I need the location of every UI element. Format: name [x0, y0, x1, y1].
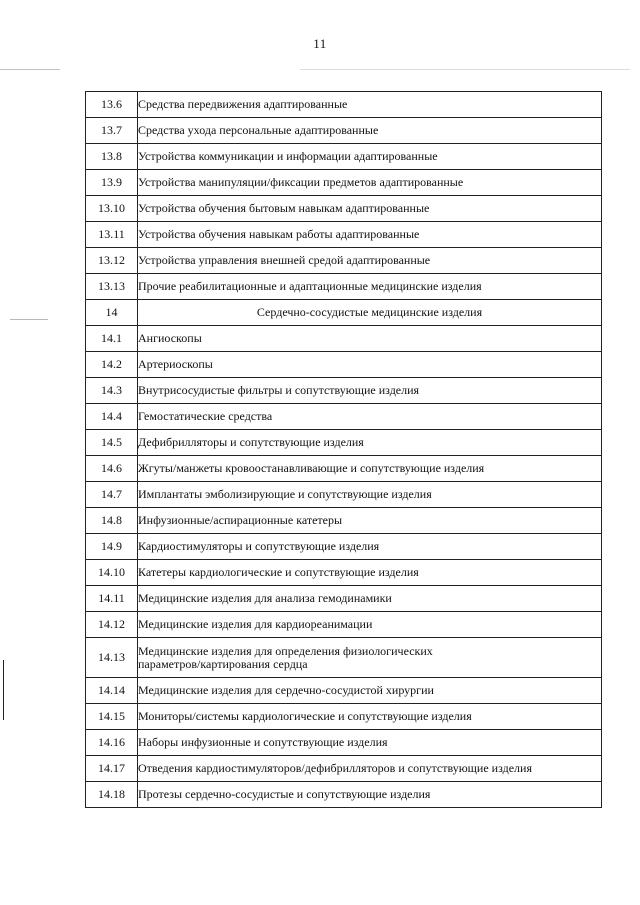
row-name: Жгуты/манжеты кровоостанавливающие и сопутствующие изделия	[138, 456, 602, 482]
row-name: Устройства манипуляции/фиксации предметов адаптированные	[138, 170, 602, 196]
row-name: Средства ухода персональные адаптированные	[138, 118, 602, 144]
row-name-line-2: параметров/картирования сердца	[138, 656, 308, 671]
row-name: Инфузионные/аспирационные катетеры	[138, 508, 602, 534]
row-code: 13.8	[86, 144, 138, 170]
row-code: 13.13	[86, 274, 138, 300]
table-row	[86, 92, 602, 118]
page-number: 11	[313, 36, 327, 51]
row-code: 14.13	[86, 638, 138, 678]
row-name-line-1: Медицинские изделия для определения физиологических	[138, 643, 433, 658]
row-name: Имплантаты эмболизирующие и сопутствующие изделия	[138, 482, 602, 508]
row-code: 14.4	[86, 404, 138, 430]
row-code: 14.3	[86, 378, 138, 404]
table-row	[86, 378, 602, 404]
row-name: Средства передвижения адаптированные	[138, 92, 602, 118]
table-row	[86, 534, 602, 560]
row-code: 13.9	[86, 170, 138, 196]
row-name: Медицинские изделия для кардиореанимации	[138, 612, 602, 638]
row-code: 14.17	[86, 756, 138, 782]
table-row	[86, 612, 602, 638]
row-name: Гемостатические средства	[138, 404, 602, 430]
row-name: Медицинские изделия для сердечно-сосудистой хирургии	[138, 678, 602, 704]
table-row	[86, 756, 602, 782]
table-row	[86, 704, 602, 730]
row-name: Устройства обучения бытовым навыкам адаптированные	[138, 196, 602, 222]
row-name: Отведения кардиостимуляторов/дефибрилляторов и сопутствующие изделия	[138, 756, 602, 782]
table-row	[86, 248, 602, 274]
row-name: Устройства коммуникации и информации адаптированные	[138, 144, 602, 170]
table-row	[86, 118, 602, 144]
row-name: Устройства обучения навыкам работы адаптированные	[138, 222, 602, 248]
table-row	[86, 560, 602, 586]
row-name: Наборы инфузионные и сопутствующие изделия	[138, 730, 602, 756]
row-name: Устройства управления внешней средой адаптированные	[138, 248, 602, 274]
row-code: 13.12	[86, 248, 138, 274]
section-heading: Сердечно-сосудистые медицинские изделия	[138, 300, 602, 326]
table-row	[86, 170, 602, 196]
row-name	[138, 638, 602, 678]
scan-line-top-left	[0, 69, 60, 70]
row-code: 13.10	[86, 196, 138, 222]
row-code: 14.9	[86, 534, 138, 560]
scan-line-left-mark	[10, 319, 48, 320]
row-code: 14.8	[86, 508, 138, 534]
scan-edge-left	[3, 660, 4, 720]
table-row	[86, 430, 602, 456]
row-code: 14.12	[86, 612, 138, 638]
row-name: Кардиостимуляторы и сопутствующие изделия	[138, 534, 602, 560]
table-row	[86, 638, 602, 678]
table-row	[86, 586, 602, 612]
row-name: Катетеры кардиологические и сопутствующие изделия	[138, 560, 602, 586]
table-row	[86, 326, 602, 352]
row-name: Ангиоскопы	[138, 326, 602, 352]
table-body	[86, 92, 602, 808]
table-row	[86, 222, 602, 248]
table-row	[86, 196, 602, 222]
row-name: Дефибрилляторы и сопутствующие изделия	[138, 430, 602, 456]
table-row	[86, 730, 602, 756]
table-row	[86, 678, 602, 704]
table-row	[86, 782, 602, 808]
row-code: 14.6	[86, 456, 138, 482]
row-name: Протезы сердечно-сосудистые и сопутствующие изделия	[138, 782, 602, 808]
row-code: 14	[86, 300, 138, 326]
row-code: 14.1	[86, 326, 138, 352]
row-name: Медицинские изделия для анализа гемодинамики	[138, 586, 602, 612]
table-row	[86, 404, 602, 430]
row-name: Прочие реабилитационные и адаптационные медицинские изделия	[138, 274, 602, 300]
row-code: 14.16	[86, 730, 138, 756]
table-row	[86, 352, 602, 378]
row-code: 14.7	[86, 482, 138, 508]
table-row	[86, 482, 602, 508]
row-code: 13.6	[86, 92, 138, 118]
row-code: 13.7	[86, 118, 138, 144]
row-code: 14.14	[86, 678, 138, 704]
row-code: 14.18	[86, 782, 138, 808]
row-name: Внутрисосудистые фильтры и сопутствующие изделия	[138, 378, 602, 404]
scan-line-top-right	[300, 69, 630, 70]
row-code: 14.5	[86, 430, 138, 456]
row-code: 14.10	[86, 560, 138, 586]
row-code: 14.15	[86, 704, 138, 730]
row-code: 14.2	[86, 352, 138, 378]
row-code: 13.11	[86, 222, 138, 248]
row-name: Мониторы/системы кардиологические и сопутствующие изделия	[138, 704, 602, 730]
row-name: Артериоскопы	[138, 352, 602, 378]
table-section-heading-row	[86, 300, 602, 326]
table-row	[86, 456, 602, 482]
classification-table	[85, 91, 602, 808]
table-row	[86, 274, 602, 300]
row-code: 14.11	[86, 586, 138, 612]
table-row	[86, 508, 602, 534]
table-row	[86, 144, 602, 170]
